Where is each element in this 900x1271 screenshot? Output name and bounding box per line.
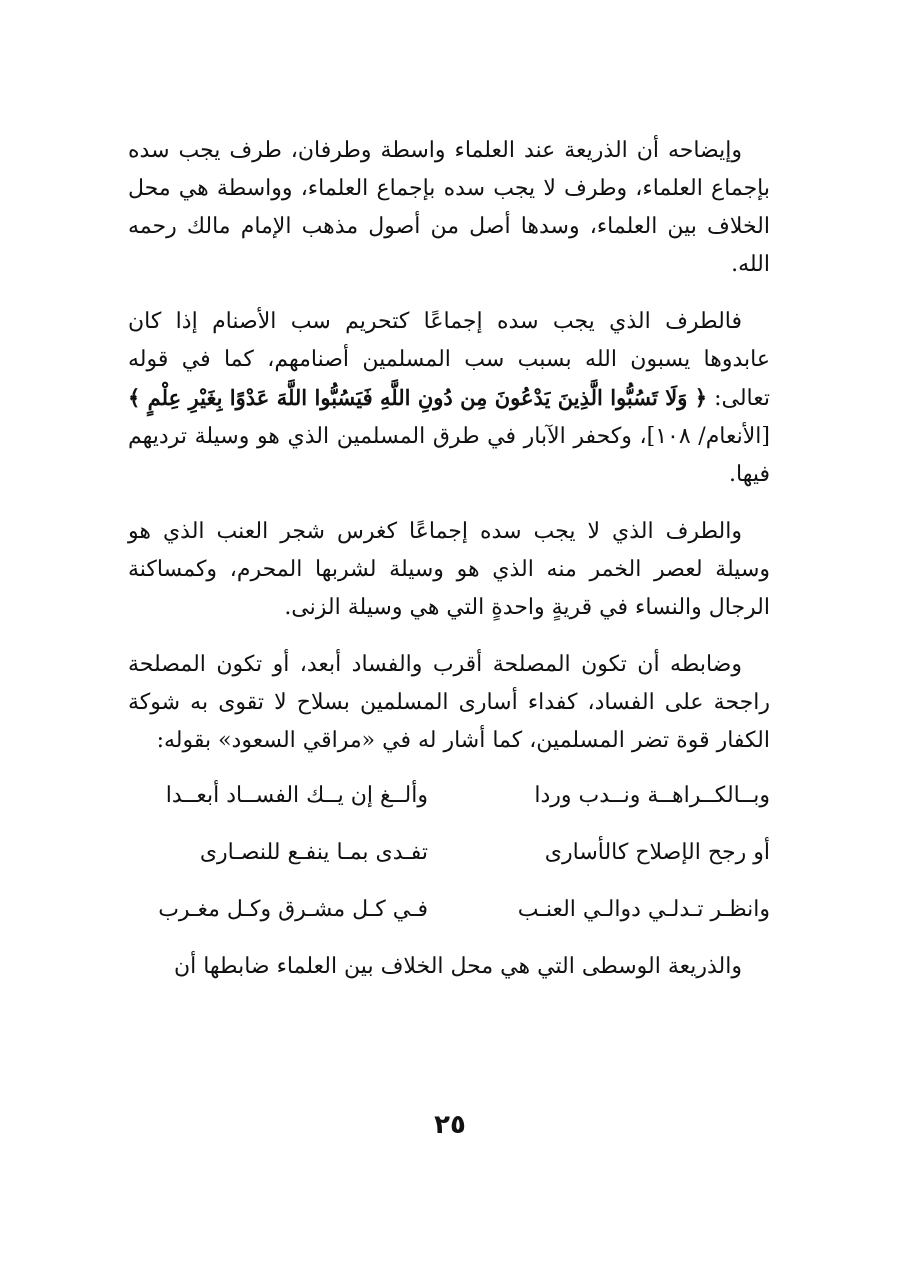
poem-hemistich-second: وألــغ إن يــك الفســاد أبعــدا	[165, 783, 428, 808]
paragraph-permitted-means: والطرف الذي لا يجب سده إجماعًا كغرس شجر العنب الذي هو وسيلة لعصر الخمر منه الذي هو وسيلة لشربها المحرم، وكمساكنة الرجال والنساء في قريةٍ واحدةٍ التي هي وسيلة الزنى.	[128, 519, 770, 620]
paragraph-criterion: وضابطه أن تكون المصلحة أقرب والفساد أبعد، أو تكون المصلحة راجحة على الفساد، كفداء أسارى المسلمين بسلاح لا تقوى به شوكة الكفار قوة تضر المسلمين، كما أشار له في «مراقي السعود» بقوله:	[128, 652, 770, 753]
paragraph-prohibited-means	[128, 303, 770, 494]
paragraph-text: فالطرف الذي يجب سده إجماعًا كتحريم سب الأصنام إذا كان عابدوها يسبون الله بسبب سب المسلمين أصنامهم، كما في قوله تعالى:	[128, 309, 770, 411]
paragraph-middle-means: والذريعة الوسطى التي هي محل الخلاف بين العلماء ضابطها أن	[173, 954, 742, 979]
poem-verse	[128, 891, 770, 929]
paragraph-text: [الأنعام/ ١٠٨]، وكحفر الآبار في طرق المسلمين الذي هو وسيلة ترديهم فيها.	[128, 424, 770, 487]
poem-hemistich-second: فـي كـل مشـرق وكـل مغـرب	[158, 897, 428, 922]
page-number: ٢٥	[434, 1110, 466, 1140]
poem-verse	[128, 834, 770, 872]
poem-hemistich-first: وانظـر تـدلـي دوالـي العنـب	[517, 897, 770, 922]
poem-hemistich-first: وبــالكــراهــة ونــدب وردا	[534, 783, 770, 808]
paragraph-definition: وإيضاحه أن الذريعة عند العلماء واسطة وطرفان، طرف يجب سده بإجماع العلماء، وطرف لا يجب سده بإجماع العلماء، وواسطة هي محل الخلاف بين العلماء، وسدها أصل من أصول مذهب الإمام مالك رحمه الله.	[128, 138, 770, 277]
poem-verse	[128, 777, 770, 815]
poem-hemistich-second: تفـدى بمـا ينفـع للنصـارى	[199, 840, 428, 865]
poem-hemistich-first: أو رجح الإصلاح كالأسارى	[544, 840, 770, 865]
quran-verse: ﴿ وَلَا تَسُبُّوا الَّذِينَ يَدْعُونَ مِن دُونِ اللَّهِ فَيَسُبُّوا اللَّهَ عَدْوًا بِغَيْرِ عِلْمٍ ﴾	[128, 385, 708, 410]
poem	[128, 777, 770, 929]
page-body	[128, 132, 770, 1005]
